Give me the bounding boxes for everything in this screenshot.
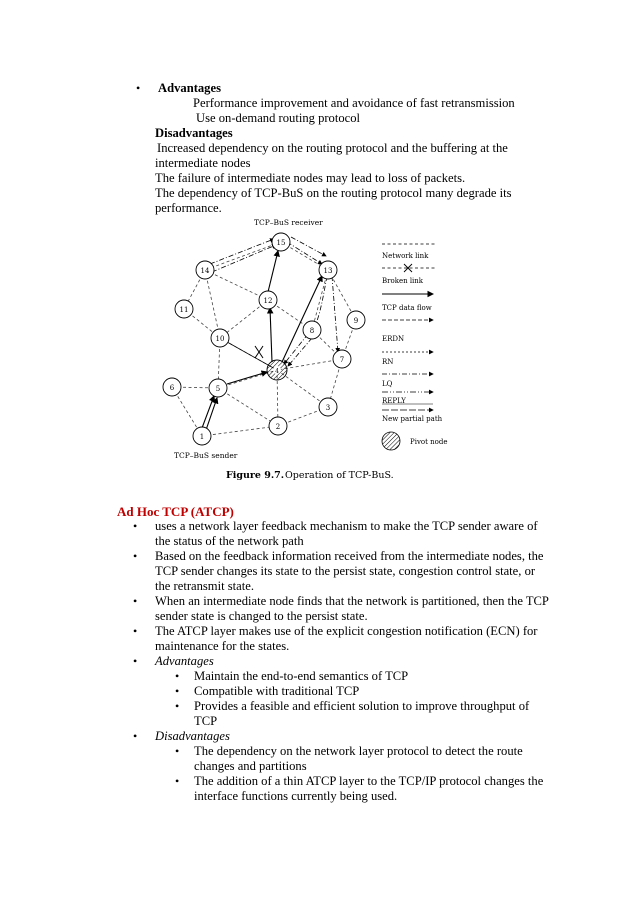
svg-text:15: 15 <box>276 239 286 247</box>
bullet-line: The ATCP layer makes use of the explicit congestion notification (ECN) for <box>155 624 538 638</box>
disadvantage-line: performance. <box>155 201 222 215</box>
svg-text:4: 4 <box>275 368 279 375</box>
bullet-dot: • <box>133 594 138 608</box>
node-1 <box>193 427 211 445</box>
svg-text:14: 14 <box>200 267 210 275</box>
bullet-dot: • <box>175 669 180 683</box>
node-7 <box>333 350 351 368</box>
bullet-line: maintenance for the states. <box>155 639 290 653</box>
svg-text:10: 10 <box>215 335 225 343</box>
sub-bullet-line: The addition of a thin ATCP layer to the TCP/IP protocol changes the <box>194 774 544 788</box>
bullet-dot: • <box>133 519 138 533</box>
legend-lq: LQ <box>382 380 393 388</box>
figure-caption-text: Operation of TCP-BuS. <box>285 470 394 481</box>
svg-text:3: 3 <box>325 404 331 412</box>
sub-bullet-line: Maintain the end-to-end semantics of TCP <box>194 669 409 683</box>
node-8 <box>303 321 321 339</box>
figure-caption-label: Figure 9.7. <box>226 470 285 481</box>
bullet-line: When an intermediate node finds that the network is partitioned, then the TCP <box>155 594 549 608</box>
node-14 <box>196 261 214 279</box>
node-5 <box>209 379 227 397</box>
bullet-line: Based on the feedback information received from the intermediate nodes, the <box>155 549 544 563</box>
svg-text:1: 1 <box>199 433 205 441</box>
legend-tcp-data-flow: TCP data flow <box>382 304 432 312</box>
legend-reply: REPLY <box>382 397 406 405</box>
tcp-bus-diagram <box>150 214 480 486</box>
node-12 <box>259 291 277 309</box>
node-3 <box>319 398 337 416</box>
bullet-dot: • <box>175 684 180 698</box>
legend-new-partial-path: New partial path <box>382 415 443 423</box>
svg-text:5: 5 <box>215 385 221 393</box>
broken-link-mark <box>255 346 263 358</box>
bullet-dot: • <box>136 81 141 95</box>
sub-bullet-line: The dependency on the network layer protocol to detect the route <box>194 744 523 758</box>
legend <box>382 244 448 450</box>
legend-broken-link: Broken link <box>382 277 424 285</box>
advantage-item: Use on-demand routing protocol <box>196 111 361 125</box>
bullet-dot: • <box>133 654 138 668</box>
node-10 <box>211 329 229 347</box>
node-15 <box>272 233 290 251</box>
node-9 <box>347 311 365 329</box>
node-2 <box>269 417 287 435</box>
sub-bullet-line: Provides a feasible and efficient solution to improve throughput of <box>194 699 530 713</box>
sub-bullet-line: changes and partitions <box>194 759 307 773</box>
disadvantage-line: intermediate nodes <box>155 156 251 170</box>
bullet-line: the retransmit state. <box>155 579 254 593</box>
disadvantages-heading: Disadvantages <box>155 126 233 140</box>
svg-text:2: 2 <box>275 423 281 431</box>
disadvantage-line: The dependency of TCP-BuS on the routing protocol many degrade its <box>155 186 512 200</box>
node-11 <box>175 300 193 318</box>
node-13 <box>319 261 337 279</box>
svg-text:11: 11 <box>179 306 189 314</box>
receiver-label: TCP–BuS receiver <box>254 218 323 227</box>
svg-text:9: 9 <box>353 317 359 325</box>
svg-text:8: 8 <box>309 327 315 335</box>
bullet-dot: • <box>175 774 180 788</box>
bullet-dot: • <box>175 744 180 758</box>
svg-text:7: 7 <box>339 356 345 364</box>
bullet-line: TCP sender changes its state to the persist state, congestion control state, or <box>155 564 536 578</box>
sub-bullet-line: TCP <box>194 714 218 728</box>
bullet-dot: • <box>175 699 180 713</box>
legend-erdn: ERDN <box>382 335 405 343</box>
svg-text:13: 13 <box>323 267 333 275</box>
sub-bullet-line: Compatible with traditional TCP <box>194 684 360 698</box>
advantages-subheading: Advantages <box>155 654 214 668</box>
sub-bullet-line: interface functions currently being used. <box>194 789 398 803</box>
node-6 <box>163 378 181 396</box>
svg-text:12: 12 <box>263 297 273 305</box>
bullet-line: uses a network layer feedback mechanism to make the TCP sender aware of <box>155 519 538 533</box>
sender-label: TCP–BuS sender <box>174 451 238 460</box>
disadvantage-line: The failure of intermediate nodes may lead to loss of packets. <box>155 171 466 185</box>
node-4-pivot <box>267 360 287 380</box>
disadvantages-subheading: Disadvantages <box>155 729 230 743</box>
legend-rn: RN <box>382 358 394 366</box>
bullet-line: sender state is changed to the persist state. <box>155 609 368 623</box>
bullet-dot: • <box>133 549 138 563</box>
disadvantage-line: Increased dependency on the routing protocol and the buffering at the <box>157 141 508 155</box>
advantages-heading: Advantages <box>158 81 221 95</box>
bullet-line: the status of the network path <box>155 534 304 548</box>
section-heading-atcp: Ad Hoc TCP (ATCP) <box>117 504 234 519</box>
svg-text:6: 6 <box>169 384 175 392</box>
bullet-dot: • <box>133 624 138 638</box>
bullet-dot: • <box>133 729 138 743</box>
legend-network-link: Network link <box>382 252 429 260</box>
legend-pivot-node: Pivot node <box>410 438 448 446</box>
advantage-item: Performance improvement and avoidance of fast retransmission <box>193 96 515 110</box>
